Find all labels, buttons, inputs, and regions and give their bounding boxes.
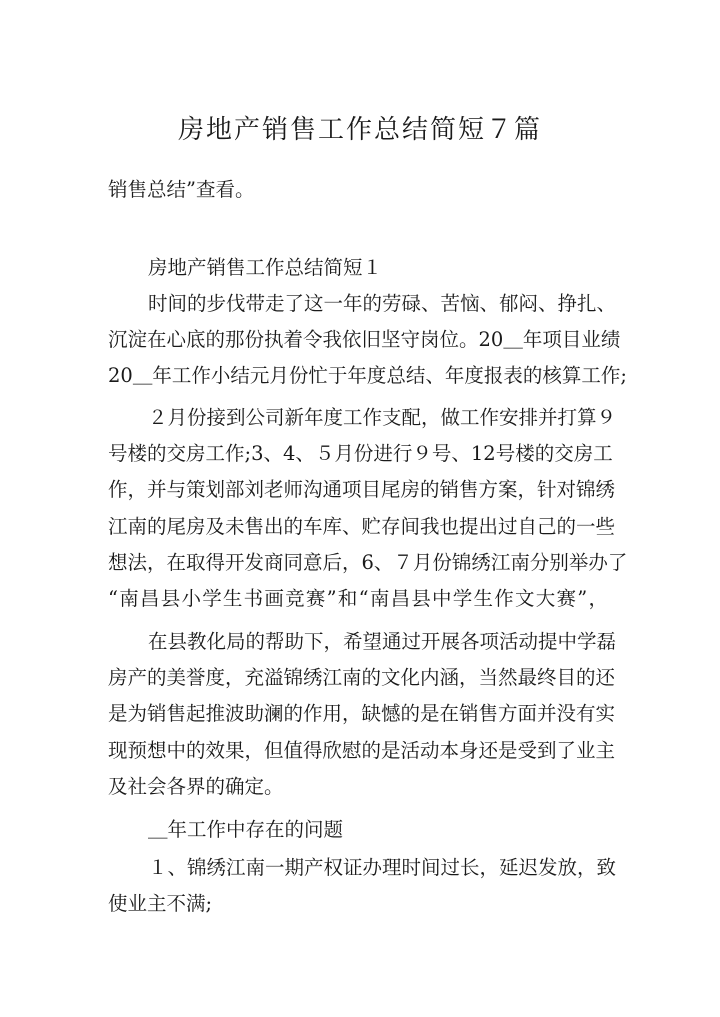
section-heading — [108, 250, 608, 286]
paragraph-line: 沉淀在心底的那份执着令我依旧坚守岗位。20＿年项目业绩 — [108, 328, 621, 352]
section-heading-text: 房地产销售工作总结简短１ — [148, 256, 383, 279]
paragraph-line: 20＿年工作小结元月份忙于年度总结、年度报表的核算工作; — [108, 364, 627, 388]
paragraph-line: 在县教化局的帮助下，希望通过开展各项活动提中学磊 — [148, 630, 617, 653]
paragraph-line: 房产的美誉度，充溢锦绣江南的文化内涵，当然最终目的还 — [108, 666, 616, 690]
paragraph-line: 号楼的交房工作;3、4、５月份进行９号、12号楼的交房工 — [108, 442, 613, 466]
intro-line: 销售总结”查看。 — [108, 178, 255, 201]
paragraph-line: “南昌县小学生书画竞赛”和“南昌县中学生作文大赛”， — [108, 587, 608, 611]
paragraph-line: 时间的步伐带走了这一年的劳碌、苦恼、郁闷、挣扎、 — [148, 292, 617, 315]
paragraph-line: 及社会各界的确定。 — [108, 774, 284, 798]
paragraph-line: 想法，在取得开发商同意后，6、７月份锦绣江南分别举办了 — [108, 550, 628, 574]
paragraph-line: 现预想中的效果，但值得欣慰的是活动本身还是受到了业主 — [108, 738, 616, 762]
issues-heading — [108, 812, 608, 848]
document-title: 房地产销售工作总结简短７篇 — [177, 115, 542, 145]
paragraph-line: 江南的尾房及未售出的车库、贮存间我也提出过自己的一些 — [108, 514, 616, 538]
paragraph-line: ２月份接到公司新年度工作支配，做工作安排并打算９ — [148, 406, 617, 429]
paragraph-1 — [108, 286, 627, 395]
paragraph-2 — [108, 400, 628, 617]
issues-heading-text: ＿年工作中存在的问题 — [148, 818, 344, 841]
paragraph-line: 使业主不满; — [108, 892, 213, 916]
paragraph-3 — [108, 624, 617, 805]
issue-1 — [108, 850, 617, 922]
paragraph-line: 是为销售起推波助澜的作用，缺憾的是在销售方面并没有实 — [108, 702, 616, 726]
paragraph-line: １、锦绣江南一期产权证办理时间过长，延迟发放，致 — [148, 856, 617, 879]
paragraph-line: 作，并与策划部刘老师沟通项目尾房的销售方案，针对锦绣 — [108, 478, 616, 502]
intro-text — [108, 172, 608, 208]
